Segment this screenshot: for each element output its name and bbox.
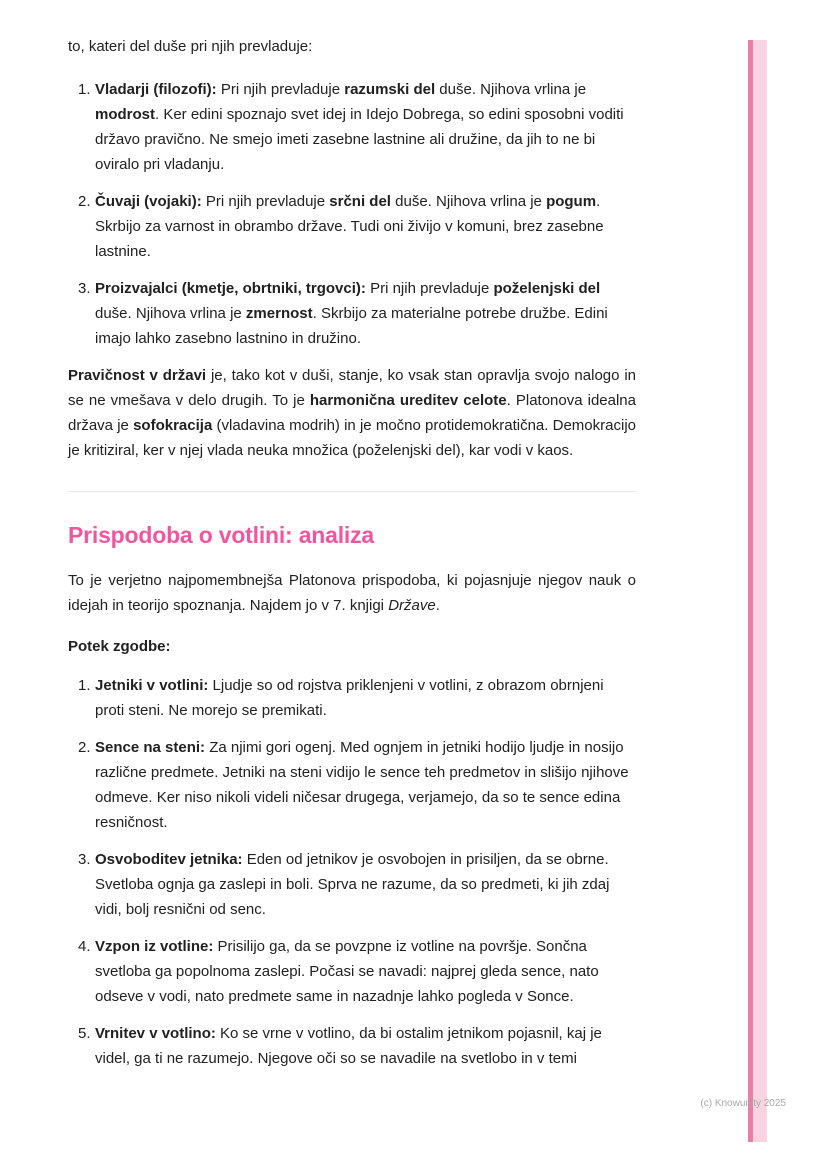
list-item-text: Vzpon iz votline: Prisilijo ga, da se povzpne iz votline na površje. Sončna svetloba ga popolnoma zaslepi. Počasi se navadi: najprej gleda sence, nato odseve v vodi, nato predmete same in nazadnje lahko pogleda v Sonce. xyxy=(95,938,599,1005)
list-item-number: 1. xyxy=(78,677,91,694)
list-item-text: Osvoboditev jetnika: Eden od jetnikov je osvobojen in prisiljen, da se obrne. Svetloba ognja ga zaslepi in boli. Sprva ne razume, da so predmeti, ki jih zdaj vidi, bolj resnični od senc. xyxy=(95,851,610,918)
section-intro-paragraph: To je verjetno najpomembnejša Platonova prispodoba, ki pojasnjuje njegov nauk o idejah in teorijo spoznanja. Najdem jo v 7. knjigi Države. xyxy=(68,572,636,614)
list-item-number: 4. xyxy=(78,938,91,955)
list-item-text: Jetniki v votlini: Ljudje so od rojstva priklenjeni v votlini, z obrazom obrnjeni proti steni. Ne morejo se premikati. xyxy=(95,677,604,719)
list-item-number: 3. xyxy=(78,280,91,297)
list-item xyxy=(78,735,636,835)
list-item xyxy=(78,189,636,264)
document-content xyxy=(68,34,636,1083)
list-item-text: Proizvajalci (kmetje, obrtniki, trgovci): Pri njih prevladuje poželenjski del duše. Njihova vrlina je zmernost. Skrbijo za materialne potrebe družbe. Edini imajo lahko zasebno lastnino in družino. xyxy=(95,280,608,347)
list-item-number: 3. xyxy=(78,851,91,868)
list-item xyxy=(78,77,636,177)
list-item-text: Sence na steni: Za njimi gori ogenj. Med ognjem in jetniki hodijo ljudje in nosijo različne predmete. Jetniki na steni vidijo le sence teh predmetov in slišijo njihove odmeve. Ker niso nikoli videli ničesar drugega, verjamejo, da so te sence edina resničnost. xyxy=(95,739,629,831)
page-edge-decoration xyxy=(748,40,767,1142)
justice-paragraph: Pravičnost v državi je, tako kot v duši, stanje, ko vsak stan opravlja svojo nalogo in se ne vmešava v delo drugih. To je harmonična ureditev celote. Platonova idealna država je sofokracija (vladavina modrih) in je močno protidemokratična. Demokracijo je kritiziral, ker v njej vlada neuka množica (poželenjski del), kar vodi v kaos. xyxy=(68,367,636,459)
list-item-number: 2. xyxy=(78,739,91,756)
soul-classes-list xyxy=(68,77,636,351)
page-edge-stripe xyxy=(748,40,753,1142)
story-subheading: Potek zgodbe: xyxy=(68,638,171,655)
section-heading: Prispodoba o votlini: analiza xyxy=(68,522,375,548)
copyright-footer: (c) Knowunity 2025 xyxy=(700,1098,786,1109)
list-item xyxy=(78,673,636,723)
list-item-number: 1. xyxy=(78,81,91,98)
list-item xyxy=(78,276,636,351)
list-item-text: Vladarji (filozofi): Pri njih prevladuje razumski del duše. Njihova vrlina je modrost. Ker edini spoznajo svet idej in Idejo Dobrega, so edini sposobni voditi državo pravično. Ne smejo imeti zasebne lastnine ali družine, da jih to ne bi oviralo pri vladanju. xyxy=(95,81,624,173)
section-divider xyxy=(68,491,636,492)
list-item xyxy=(78,1021,636,1071)
list-item xyxy=(78,847,636,922)
list-item-text: Čuvaji (vojaki): Pri njih prevladuje srčni del duše. Njihova vrlina je pogum. Skrbijo za varnost in obrambo države. Tudi oni živijo v komuni, brez zasebne lastnine. xyxy=(95,193,604,260)
list-item-number: 2. xyxy=(78,193,91,210)
cave-story-list xyxy=(68,673,636,1071)
list-item-number: 5. xyxy=(78,1025,91,1042)
list-item-text: Vrnitev v votlino: Ko se vrne v votlino, da bi ostalim jetnikom pojasnil, kaj je videl, ga ti ne razumejo. Njegove oči so se navadile na svetlobo in v temi xyxy=(95,1025,602,1067)
list-item xyxy=(78,934,636,1009)
intro-paragraph: to, kateri del duše pri njih prevladuje: xyxy=(68,38,313,55)
